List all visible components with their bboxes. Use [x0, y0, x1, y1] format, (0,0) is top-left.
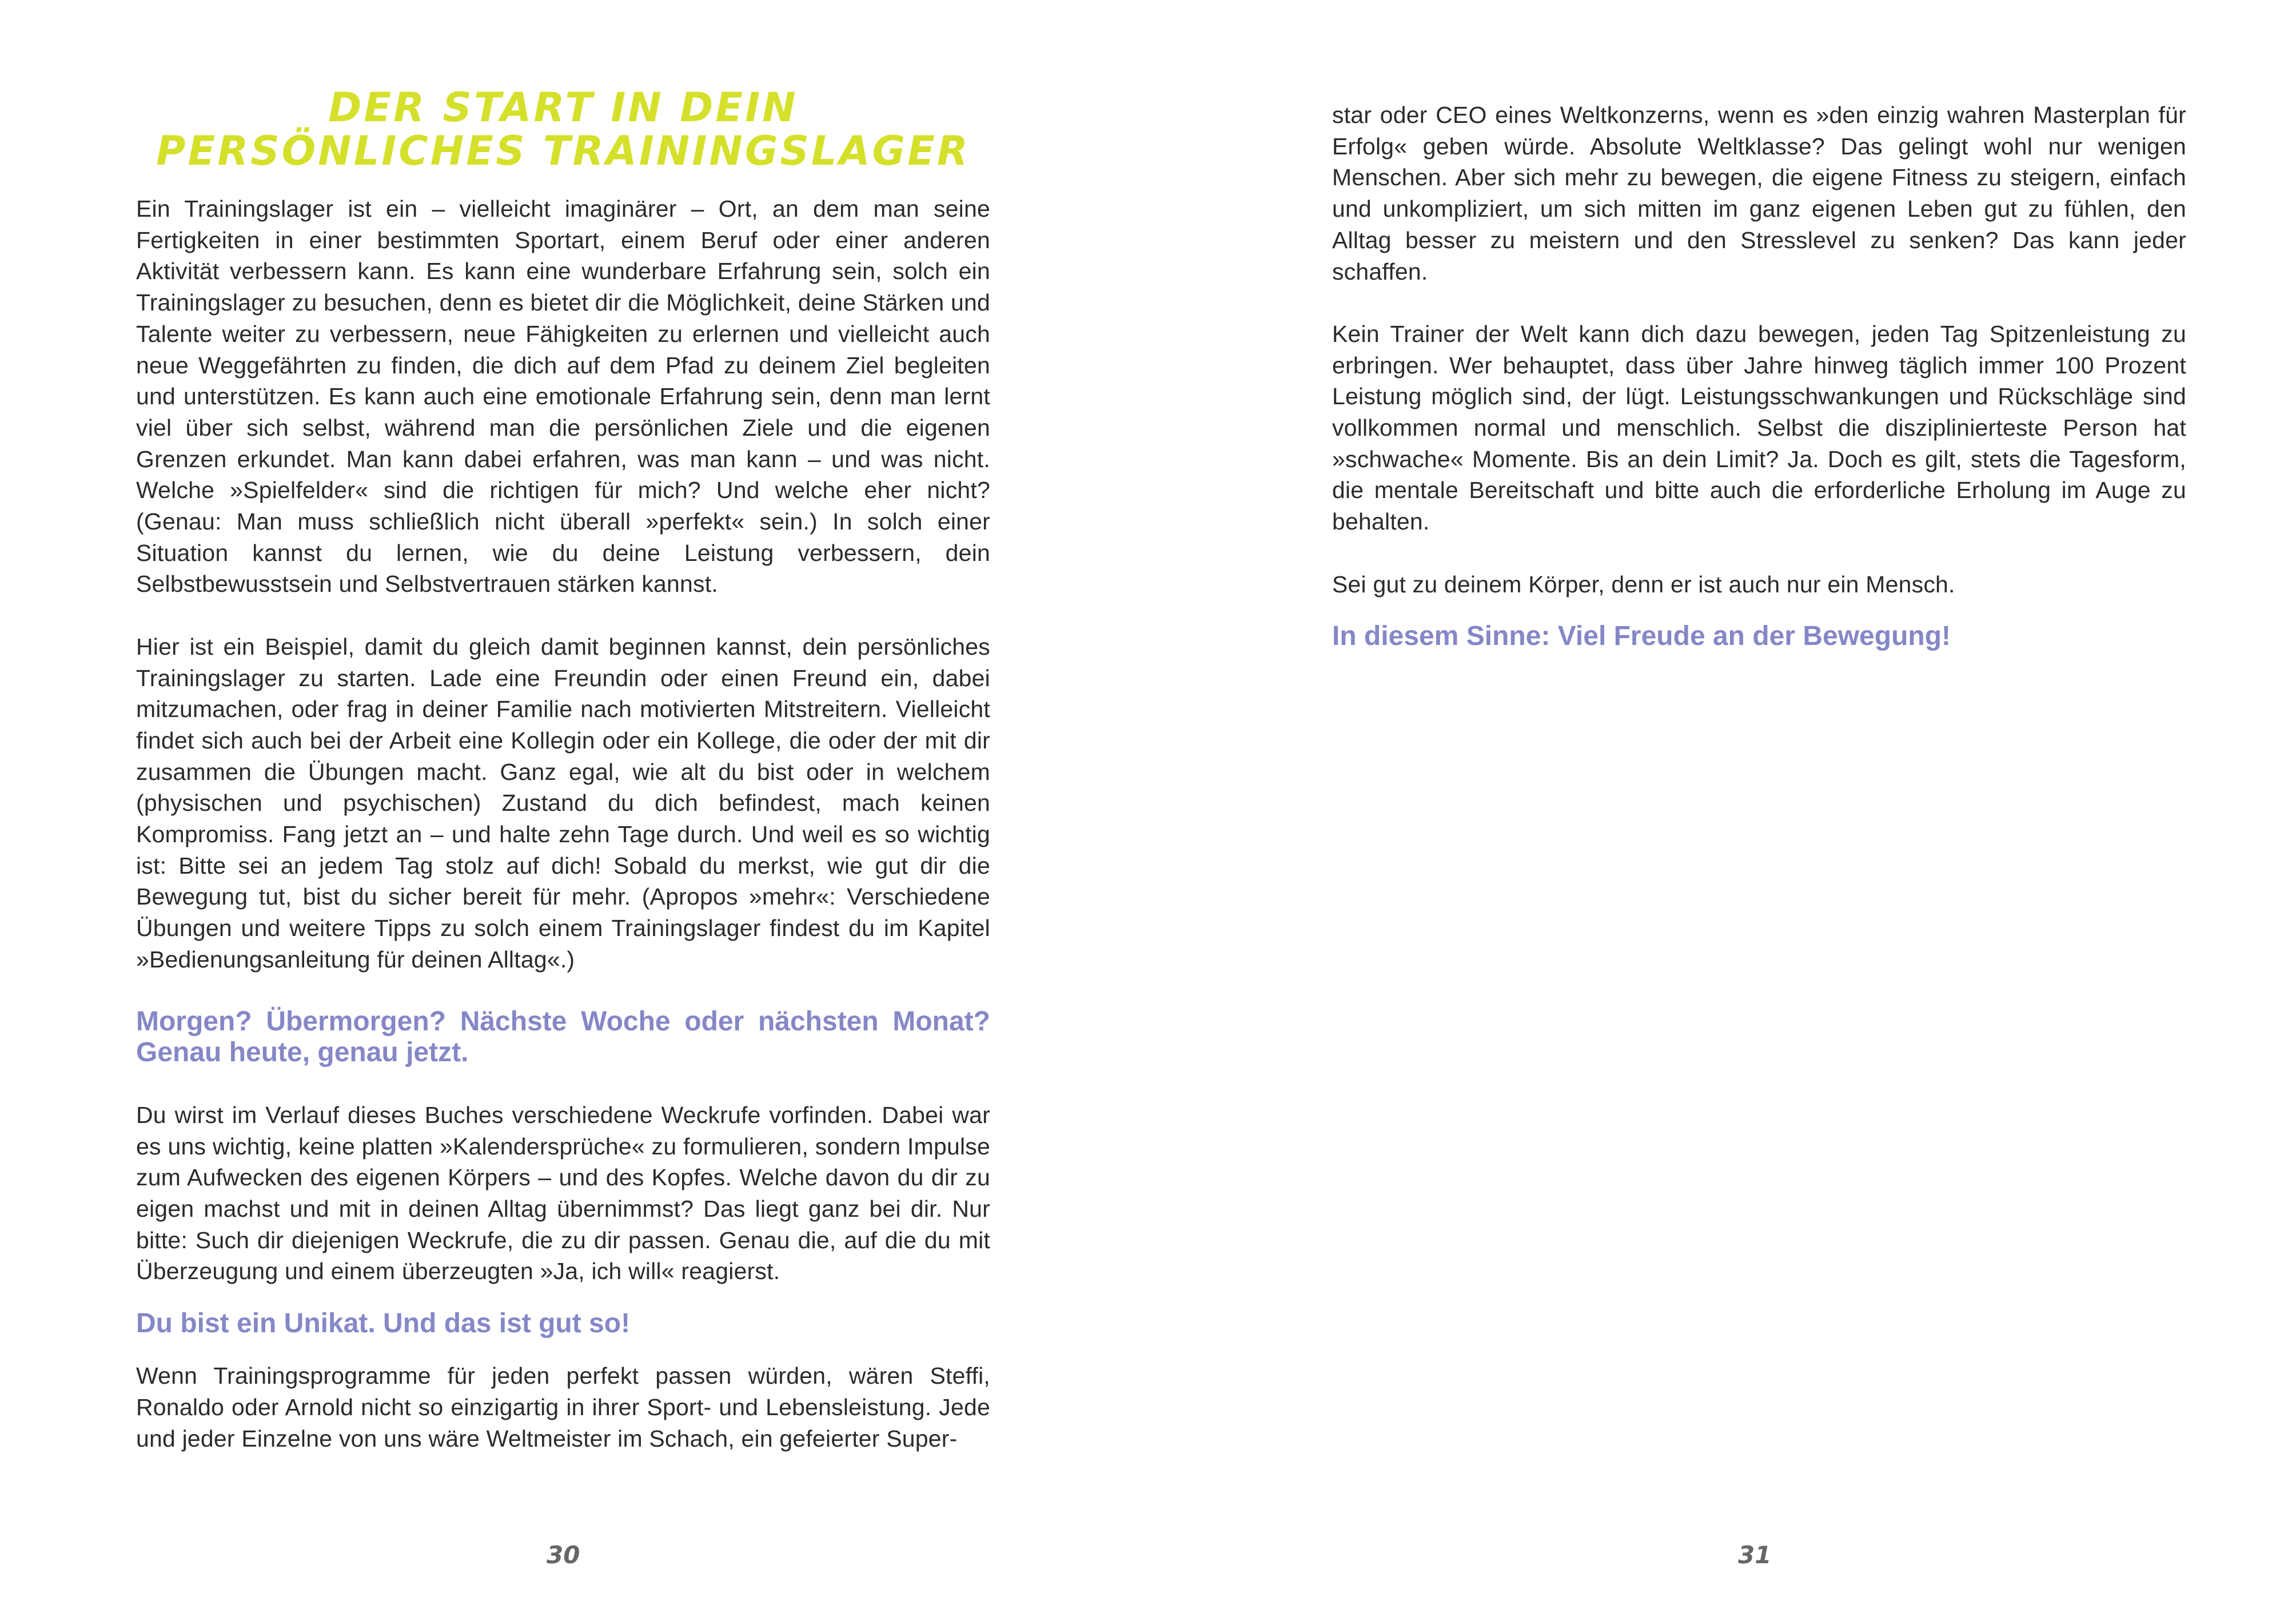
- body-paragraph: Hier ist ein Beispiel, damit du gleich damit beginnen kannst, dein persönliches Trainingslager zu starten. Lade eine Freundin oder einen Freund ein, dabei mitzumachen, oder frag in deiner Familie nach motivierten Mitstreitern. Vielleicht findet sich auch bei der Arbeit eine Kollegin oder ein Kollege, die oder der mit dir zusammen die Übungen macht. Ganz egal, wie alt du bist oder in welchem (physischen und psychischen) Zustand du dich befindest, mach keinen Kompromiss. Fang jetzt an – und halte zehn Tage durch. Und weil es so wichtig ist: Bitte sei an jedem Tag stolz auf dich! Sobald du merkst, wie gut dir die Bewegung tut, bist du sicher bereit für mehr. (Apropos »mehr«: Verschiedene Übungen und weitere Tipps zu solch einem Trainingslager findest du im Kapitel »Bedienungsanleitung für deinen Alltag«.): [136, 633, 990, 973]
- paragraph-spacer: [1332, 287, 2186, 318]
- subheading: Du bist ein Unikat. Und das ist gut so!: [136, 1308, 631, 1339]
- paragraph-spacer: [136, 975, 990, 1007]
- body-paragraph: Wenn Trainingsprogramme für jeden perfekt passen würden, wären Steffi, Ronaldo oder Arnold nicht so einzigartig in ihrer Sport- und Lebensleistung. Jede und jeder Einzelne von uns wäre Weltmeister im Schach, ein gefeierter Super-: [136, 1363, 990, 1452]
- paragraph-spacer: [136, 1340, 990, 1360]
- closing-line: In diesem Sinne: Viel Freude an der Bewegung!: [1332, 621, 1951, 652]
- paragraph-spacer: [136, 600, 990, 631]
- right-page: [1148, 0, 2296, 1621]
- paragraph-spacer: [1332, 537, 2186, 569]
- paragraph-spacer: [1332, 600, 2186, 620]
- page-number: 30: [547, 1541, 580, 1569]
- chapter-title: DER START IN DEIN PERSÖNLICHES TRAININGSLAGER: [156, 84, 970, 174]
- body-paragraph: star oder CEO eines Weltkonzerns, wenn es »den einzig wahren Masterplan für Erfolg« geben würde. Absolute Weltklasse? Das gelingt wohl nur wenigen Menschen. Aber sich mehr zu bewegen, die eigene Fitness zu steigern, einfach und unkompliziert, um sich mitten im ganz eigenen Leben gut zu fühlen, den Alltag besser zu meistern und den Stresslevel zu senken? Das kann jeder schaffen.: [1332, 102, 2186, 285]
- left-text-column: [136, 193, 990, 1454]
- subheading: Morgen? Übermorgen? Nächste Woche oder nächsten Monat? Genau heute, genau jetzt.: [136, 1006, 990, 1068]
- body-paragraph: Ein Trainingslager ist ein – vielleicht imaginärer – Ort, an dem man seine Fertigkeiten in einer bestimmten Sportart, einem Beruf oder einer anderen Aktivität verbessern kann. Es kann eine wunderbare Erfahrung sein, solch ein Trainingslager zu besuchen, denn es bietet dir die Möglichkeit, deine Stärken und Talente weiter zu verbessern, neue Fähigkeiten zu erlernen und vielleicht auch neue Weggefährten zu finden, die dich auf dem Pfad zu deinem Ziel begleiten und unterstützen. Es kann auch eine emotionale Erfahrung sein, denn man lernt viel über sich selbst, während man die persönlichen Ziele und die eigenen Grenzen erkundet. Man kann dabei erfahren, was man kann – und was nicht. Welche »Spielfelder« sind die richtigen für mich? Und welche eher nicht? (Genau: Man muss schließlich nicht überall »perfekt« sein.) In solch einer Situation kannst du lernen, wie du deine Leistung verbessern, dein Selbstbewusstsein und Selbstvertrauen stärken kannst.: [136, 196, 990, 598]
- paragraph-spacer: [136, 1068, 990, 1100]
- body-paragraph: Du wirst im Verlauf dieses Buches verschiedene Weckrufe vorfinden. Dabei war es uns wichtig, keine platten »Kalendersprüche« zu formulieren, sondern Impulse zum Aufwecken des eigenen Körpers – und des Kopfes. Welche davon du dir zu eigen machst und mit in deinen Alltag übernimmst? Das liegt ganz bei dir. Nur bitte: Such dir diejenigen Weckrufe, die zu dir passen. Genau die, auf die du mit Überzeugung und einem überzeugten »Ja, ich will« reagierst.: [136, 1101, 990, 1285]
- body-paragraph: Kein Trainer der Welt kann dich dazu bewegen, jeden Tag Spitzenleistung zu erbringen. Wer behauptet, dass über Jahre hinweg täglich immer 100 Prozent Leistung möglich sind, der lügt. Leistungsschwankungen und Rückschläge sind vollkommen normal und menschlich. Selbst die disziplinierteste Person hat »schwache« Momente. Bis an dein Limit? Ja. Doch es gilt, stets die Tagesform, die mentale Bereitschaft und bitte auch die erforderliche Erholung im Auge zu behalten.: [1332, 320, 2186, 535]
- page-number: 31: [1738, 1541, 1772, 1569]
- body-paragraph: Sei gut zu deinem Körper, denn er ist auch nur ein Mensch.: [1332, 571, 1955, 598]
- right-text-column: [1332, 99, 2186, 652]
- paragraph-spacer: [136, 1287, 990, 1308]
